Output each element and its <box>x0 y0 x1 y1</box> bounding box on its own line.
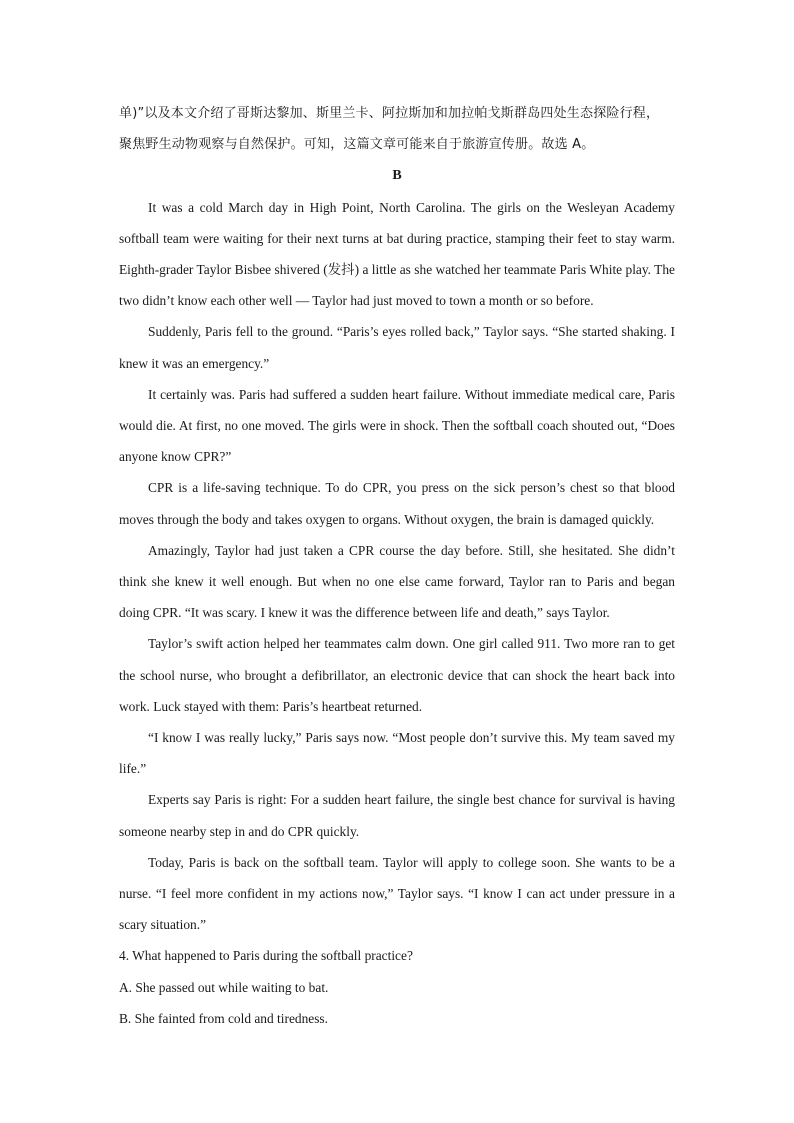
passage-paragraph-2: Suddenly, Paris fell to the ground. “Paris’s eyes rolled back,” Taylor says. “She started shaking. I knew it was an emergency.” <box>119 324 675 371</box>
question-option-b: B. She fainted from cold and tiredness. <box>119 1010 328 1026</box>
answer-explanation-line-2: 聚焦野生动物观察与自然保护。可知，这篇文章可能来自于旅游宣传册。故选 A。 <box>119 137 595 153</box>
passage-paragraph-9: Today, Paris is back on the softball team. Taylor will apply to college soon. She wants to be a nurse. “I feel more confident in my actions now,” Taylor says. “I know I can act under pressure in a scary situation.” <box>119 854 675 933</box>
question-option-a: A. She passed out while waiting to bat. <box>119 979 329 995</box>
question-stem: 4. What happened to Paris during the softball practice? <box>119 948 413 964</box>
passage-paragraph-7: “I know I was really lucky,” Paris says now. “Most people don’t survive this. My team saved my life.” <box>119 730 675 777</box>
answer-explanation-line-1: 单)”以及本文介绍了哥斯达黎加、斯里兰卡、阿拉斯加和加拉帕戈斯群岛四处生态探险行程， <box>119 106 660 121</box>
passage-paragraph-3: It certainly was. Paris had suffered a sudden heart failure. Without immediate medical care, Paris would die. At first, no one moved. The girls were in shock. Then the softball coach shouted out, “Does anyone know CPR?” <box>119 386 675 465</box>
document-page <box>119 98 675 1034</box>
passage-paragraph-8: Experts say Paris is right: For a sudden heart failure, the single best chance for survival is having someone nearby step in and do CPR quickly. <box>119 792 675 839</box>
passage-paragraph-6: Taylor’s swift action helped her teammates calm down. One girl called 911. Two more ran to get the school nurse, who brought a defibrillator, an electronic device that can shock the heart back into work. Luck stayed with them: Paris’s heartbeat returned. <box>119 636 675 714</box>
passage-paragraph-4: CPR is a life-saving technique. To do CPR, you press on the sick person’s chest so that blood moves through the body and takes oxygen to organs. Without oxygen, the brain is damaged quickly. <box>119 480 675 527</box>
passage-paragraph-5: Amazingly, Taylor had just taken a CPR course the day before. Still, she hesitated. She didn’t think she knew it well enough. But when no one else came forward, Taylor ran to Paris and began doing CPR. “It was scary. I knew it was the difference between life and death,” says Taylor. <box>119 542 675 621</box>
passage-paragraph-1: It was a cold March day in High Point, North Carolina. The girls on the Wesleyan Academy softball team were waiting for their next turns at bat during practice, stamping their feet to stay warm. Eighth-grader Taylor Bisbee shivered (发抖) a little as she watched her teammate Paris White play. The two didn’t know each other well — Taylor had just moved to town a month or so before. <box>119 199 675 309</box>
section-heading: B <box>392 168 402 184</box>
